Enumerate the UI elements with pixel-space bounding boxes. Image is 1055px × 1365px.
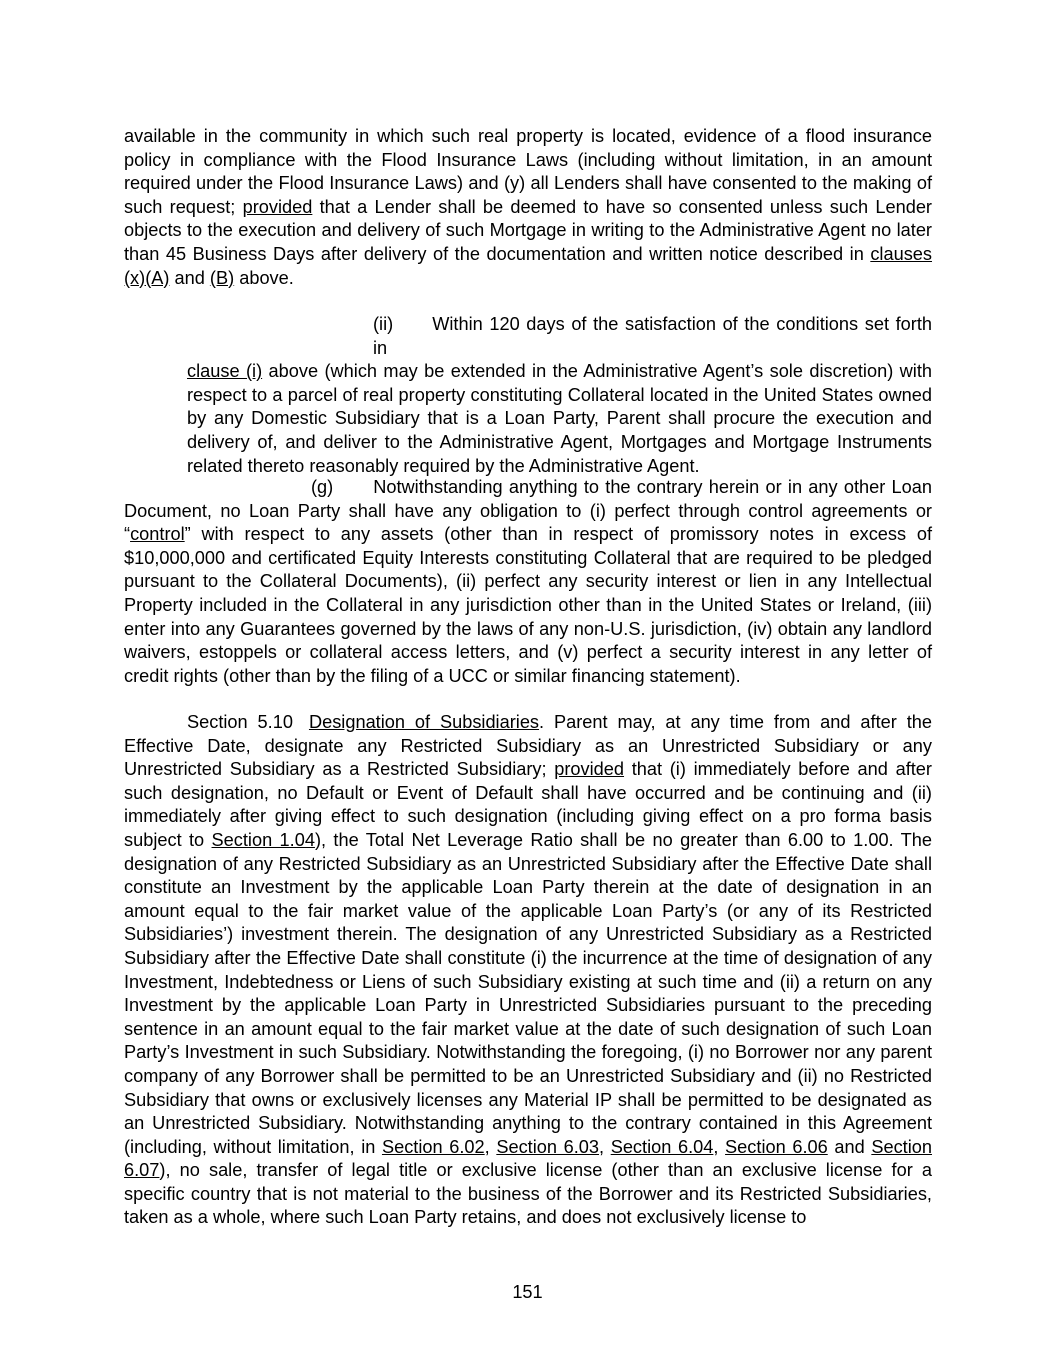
defined-term-provided: provided xyxy=(554,759,625,780)
text-run: . Parent may, at any time from and after the Effective Date, designate any Restricted Subsidiary as an Unrestricted Subsidiary or any Unrestricted Subsidiary as a Restricted Subsidiary; xyxy=(124,712,932,780)
defined-term-provided: provided xyxy=(242,196,313,217)
clause-ii-first-line xyxy=(187,313,932,360)
paragraph-flood-insurance xyxy=(124,125,932,290)
section-number: Section 5.10 xyxy=(187,712,293,732)
section-reference-6-02: Section 6.02 xyxy=(381,1136,485,1157)
defined-term-control: control xyxy=(130,524,185,545)
paragraph-clause-g xyxy=(124,476,932,688)
page-number: 151 xyxy=(512,1282,543,1302)
clause-reference-x-a: clauses (x)(A) xyxy=(124,243,932,288)
section-5-10-designation-of-subsidiaries xyxy=(124,711,932,1230)
text-run: ), the Total Net Leverage Ratio shall be no greater than 6.00 to 1.00. The designation of any Restricted Subsidiary as an Unrestricted Subsidiary after the Effective Date shall constitute an Investment by the applicable Loan Party therein at the date of designation in an amount equal to the fair market value of the applicable Loan Party’s (or any of its Restricted Subsidiaries’) investment therein. The designation of any Unrestricted Subsidiary as a Restricted Subsidiary after the Effective Date shall constitute (i) the incurrence at the time of designation of any Investment, Indebtedness or Liens of such Subsidiary existing at such time and (ii) a return on any Investment by the applicable Loan Party in Unrestricted Subsidiaries pursuant to the preceding sentence in an amount equal to the fair market value at the date of such designation of such Loan Party’s Investment in such Subsidiary. Notwithstanding the foregoing, (i) no Borrower nor any parent company of any Borrower shall be permitted to be an Unrestricted Subsidiary and (ii) no Restricted Subsidiary that owns or exclusively licenses any Material IP shall be permitted to be designated as an Unrestricted Subsidiary. Notwithstanding anything to the contrary contained in this Agreement (including, without limitation, in xyxy=(124,829,932,1157)
clause-reference-b: (B) xyxy=(209,267,235,288)
section-reference-6-04: Section 6.04 xyxy=(610,1136,714,1157)
text-run: above. xyxy=(234,267,294,288)
text-run: that a Lender shall be deemed to have so consented unless such Lender objects to the execution and delivery of such Mortgage in writing to the Administrative Agent no later than 45 Business Days after delivery of the documentation and written notice described in xyxy=(124,196,932,264)
text-run: that (i) immediately before and after such designation, no Default or Event of Default shall have occurred and be continuing and (ii) immediately after giving effect to such designation (including giving effect on a pro forma basis subject to xyxy=(124,759,932,850)
text-run: , xyxy=(713,1136,726,1157)
section-heading: Designation of Subsidiaries xyxy=(308,712,540,732)
section-reference-6-03: Section 6.03 xyxy=(496,1136,600,1157)
text-run: and xyxy=(827,1136,872,1157)
text-run: and xyxy=(169,267,210,288)
text-run: , xyxy=(484,1136,497,1157)
text-run: , xyxy=(599,1136,611,1157)
text-run: Within 120 days of the satisfaction of the conditions set forth in xyxy=(373,314,932,358)
text-run: ), no sale, transfer of legal title or exclusive license (other than an exclusive license for a specific country that is not material to the business of the Borrower and its Restricted Subsidiaries, taken as a whole, where such Loan Party retains, and does not exclusively license to xyxy=(124,1160,932,1228)
paragraph-clause-ii xyxy=(187,313,932,478)
text-run: Notwithstanding anything to the contrary herein or in any other Loan Document, no Loan Party shall have any obligation to (i) perfect through control agreements or “ xyxy=(124,477,932,545)
text-run: ” with respect to any assets (other than in respect of promissory notes in excess of $10,000,000 and certificated Equity Interests constituting Collateral that are required to be pledged pursuant to the Collateral Documents), (ii) perfect any security interest or lien in any Intellectual Property included in the Collateral in any jurisdiction other than in the United States or Ireland, (iii) enter into any Guarantees governed by the laws of any non-U.S. jurisdiction, (iv) obtain any landlord waivers, estoppels or collateral access letters, and (v) perfect a security interest in any letter of credit rights (other than by the filing of a UCC or similar financing statement). xyxy=(124,524,932,686)
text-run: available in the community in which such real property is located, evidence of a flood insurance policy in compliance with the Flood Insurance Laws (including without limitation, in an amount required under the Flood Insurance Laws) and (y) all Lenders shall have consented to the making of such request; xyxy=(124,126,932,217)
section-reference-1-04: Section 1.04 xyxy=(211,829,315,850)
section-reference-6-07: Section 6.07 xyxy=(124,1136,932,1181)
clause-label-g: (g) xyxy=(311,477,334,497)
clause-label-ii: (ii) xyxy=(373,314,394,334)
text-run: above (which may be extended in the Administrative Agent’s sole discretion) with respect to a parcel of real property constituting Collateral located in the United States owned by any Domestic Subsidiary that is a Loan Party, Parent shall procure the execution and delivery of, and deliver to the Administrative Agent, Mortgages and Mortgage Instruments related thereto reasonably required by the Administrative Agent. xyxy=(187,361,932,476)
clause-reference-i: clause (i) xyxy=(187,361,263,382)
section-reference-6-06: Section 6.06 xyxy=(725,1136,828,1157)
